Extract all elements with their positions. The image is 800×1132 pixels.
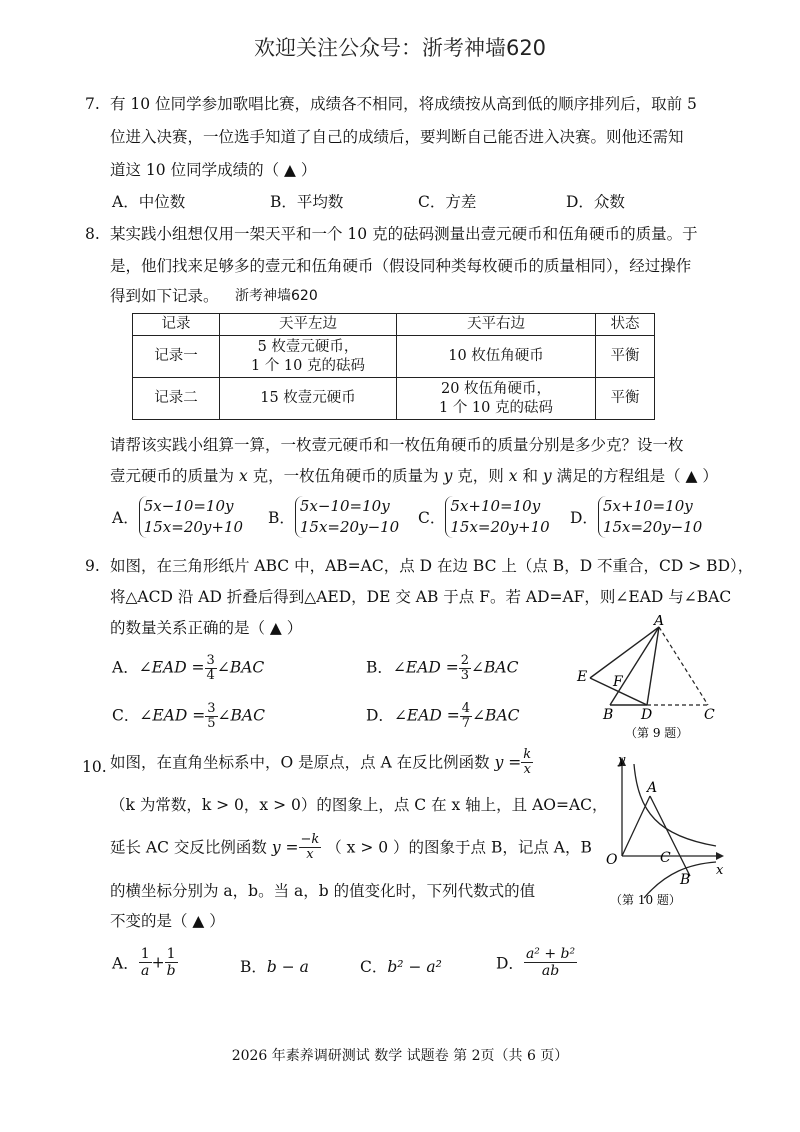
fraction — [521, 748, 533, 777]
option-label: C． — [360, 958, 388, 976]
equation: 15x=20y−10 — [299, 518, 400, 536]
table-cell: 平衡 — [596, 336, 655, 378]
fraction — [205, 702, 217, 731]
page-footer: 2026 年素养调研测试 数学 试题卷 第 2页（共 6 页） — [231, 1048, 569, 1064]
text-run: 克，一枚伍角硬币的质量为 — [252, 467, 439, 485]
numerator: 1 — [165, 946, 178, 963]
q7-option-c: C．方差 — [418, 193, 477, 211]
function-lhs: y = — [494, 753, 522, 772]
q8-text: 请帮该实践小组算一算，一枚壹元硬币和一枚伍角硬币的质量分别是多少克？设一枚 — [110, 436, 684, 454]
equation: 15x=20y+10 — [450, 518, 550, 536]
q9-option-b — [366, 654, 518, 683]
q10-option-b — [240, 955, 309, 977]
q10-text — [110, 748, 533, 777]
q7-option-a: A．中位数 — [112, 193, 186, 211]
table-row — [133, 336, 655, 378]
q8-text: 某实践小组想仅用一架天平和一个 10 克的砝码测量出壹元硬币和伍角硬币的质量。于 — [110, 225, 698, 243]
label-b: B — [680, 872, 691, 888]
equation: 15x=20y−10 — [602, 518, 703, 536]
table-cell — [220, 336, 397, 378]
q8-option-b — [268, 496, 399, 538]
q7-option-b: B．平均数 — [270, 193, 344, 211]
q10-option-d — [496, 946, 577, 979]
variable: y — [443, 467, 453, 485]
label-a: A — [647, 780, 658, 796]
q7-text: 有 10 位同学参加歌唱比赛，成绩各不相同，将成绩按从高到低的顺序排列后，取前 5 — [110, 95, 697, 113]
table-cell: 记录二 — [133, 378, 220, 420]
equation: 5x+10=10y — [450, 497, 541, 515]
q10-option-c — [360, 955, 442, 977]
label-y: y — [618, 753, 626, 768]
q10-number: 10. — [82, 758, 107, 776]
text-run: 壹元硬币的质量为 — [110, 467, 235, 485]
option-expr: ∠BAC — [216, 658, 265, 677]
table-cell: 平衡 — [596, 378, 655, 420]
q8-option-c — [418, 496, 550, 538]
coordinate-figure — [588, 752, 728, 910]
cell-line: 5 枚壹元硬币， — [257, 338, 359, 355]
q8-option-d — [570, 496, 702, 538]
table-cell — [397, 378, 596, 420]
table-header: 天平左边 — [220, 314, 397, 336]
text-run: （ x > 0 ）的图象于点 B，记点 A，B — [326, 838, 592, 857]
q8-text: 得到如下记录。 — [110, 287, 219, 305]
segment-ad — [647, 627, 659, 705]
label-c: C — [660, 850, 671, 866]
label-f: F — [613, 674, 623, 690]
option-label: C． — [112, 706, 140, 725]
numerator: 3 — [207, 701, 216, 716]
q9-option-c — [112, 702, 265, 731]
table-cell: 10 枚伍角硬币 — [397, 336, 596, 378]
record-table — [132, 313, 655, 420]
fraction — [459, 654, 471, 683]
option-label: A． — [112, 509, 139, 527]
triangle-figure — [565, 615, 740, 745]
label-x: x — [716, 863, 724, 878]
q9-option-a — [112, 654, 264, 683]
label-o: O — [606, 852, 618, 868]
q10-option-a — [112, 946, 178, 979]
page-header: 欢迎关注公众号：浙考神墙620 — [253, 36, 547, 60]
q7-text: 道这 10 位同学成绩的（ ▲ ） — [110, 161, 317, 179]
option-label: D． — [366, 706, 394, 725]
q9-option-d — [366, 702, 520, 731]
option-label: C． — [418, 509, 446, 527]
figure-caption: （第 9 题） — [625, 726, 689, 740]
option-label: D． — [496, 954, 524, 973]
q8-option-a — [112, 496, 243, 538]
segment-ac — [659, 627, 708, 705]
option-label: A． — [112, 658, 139, 677]
numerator: k — [523, 747, 532, 762]
option-label: D． — [570, 509, 598, 527]
text-run: 延长 AC 交反比例函数 — [110, 838, 267, 857]
option-expr: ∠EAD = — [392, 658, 459, 677]
q7-text: 位进入决赛，一位选手知道了自己的成绩后，要判断自己能否进入决赛。则他还需知 — [110, 128, 684, 146]
fraction — [205, 654, 217, 683]
label-c: C — [704, 707, 715, 723]
numerator: 2 — [460, 653, 470, 668]
denominator: ab — [541, 963, 560, 979]
label-d: D — [641, 707, 653, 723]
q10-text: （k 为常数，k > 0，x > 0）的图象上，点 C 在 x 轴上，且 AO=AC， — [110, 796, 608, 814]
plus-sign: + — [151, 953, 165, 972]
q8-text: 是，他们找来足够多的壹元和伍角硬币（假设同种类每枚硬币的质量相同），经过操作 — [110, 257, 692, 275]
option-label: B． — [366, 658, 393, 677]
numerator: −k — [300, 832, 320, 847]
table-header: 状态 — [596, 314, 655, 336]
cell-line: 1 个 10 克的砝码 — [250, 357, 365, 374]
q10-text: 不变的是（ ▲ ） — [110, 912, 225, 930]
option-label: B． — [268, 509, 295, 527]
equation-system — [598, 496, 702, 538]
option-expr: ∠BAC — [217, 706, 265, 725]
table-header-row — [133, 314, 655, 336]
watermark: 浙考神墙620 — [235, 288, 318, 304]
denominator: 7 — [461, 716, 471, 731]
equation: 5x+10=10y — [602, 497, 693, 515]
x-axis-arrow-icon — [716, 852, 724, 860]
label-e: E — [577, 669, 588, 685]
q10-text: 的横坐标分别为 a，b。当 a，b 的值变化时，下列代数式的值 — [110, 882, 536, 900]
option-expr: ∠BAC — [472, 706, 520, 725]
q10-text — [110, 833, 592, 862]
table-row — [133, 378, 655, 420]
denominator: x — [306, 847, 314, 862]
numerator: 3 — [206, 653, 215, 668]
q8-number: 8. — [85, 225, 100, 243]
table-header: 天平右边 — [397, 314, 596, 336]
text-run: 克，则 — [457, 467, 504, 485]
denominator: x — [523, 762, 531, 777]
equation: 5x−10=10y — [143, 497, 234, 515]
fraction — [299, 833, 322, 862]
q9-text: 如图，在三角形纸片 ABC 中，AB=AC，点 D 在边 BC 上（点 B，D 不重合，CD > BD）， — [110, 557, 754, 575]
option-expr: ∠EAD = — [138, 658, 205, 677]
variable: x — [508, 467, 518, 485]
option-expr: b − a — [266, 958, 309, 976]
q9-text: 将△ACD 沿 AD 折叠后得到△AED，DE 交 AB 于点 F。若 AD=AF，则∠EAD 与∠BAC — [110, 588, 732, 606]
fraction — [165, 946, 178, 979]
denominator: 5 — [207, 716, 216, 731]
option-label: B． — [240, 958, 267, 976]
q9-text: 的数量关系正确的是（ ▲ ） — [110, 619, 303, 637]
q7-number: 7. — [85, 95, 100, 113]
fraction — [524, 946, 577, 979]
variable: x — [238, 467, 248, 485]
cell-line: 20 枚伍角硬币， — [440, 380, 552, 397]
option-expr: ∠EAD = — [139, 706, 206, 725]
denominator: 4 — [206, 668, 215, 683]
denominator: 3 — [460, 668, 470, 683]
denominator: a — [140, 963, 150, 979]
label-b: B — [603, 707, 614, 723]
option-label: A． — [112, 954, 139, 973]
figure-caption: （第 10 题） — [610, 893, 681, 907]
fraction — [139, 946, 152, 979]
fraction — [460, 702, 472, 731]
option-expr: ∠EAD = — [393, 706, 460, 725]
q7-option-d: D．众数 — [566, 193, 625, 211]
table-header: 记录 — [133, 314, 220, 336]
option-expr: b² − a² — [387, 958, 442, 976]
denominator: b — [166, 963, 176, 979]
numerator: a² + b² — [525, 946, 576, 962]
text-run: 满足的方程组是（ ▲ ） — [556, 467, 718, 485]
numerator: 1 — [140, 946, 150, 962]
variable: y — [542, 467, 552, 485]
equation-system — [445, 496, 549, 538]
equation: 5x−10=10y — [299, 497, 390, 515]
table-cell: 记录一 — [133, 336, 220, 378]
segment-ab — [610, 627, 659, 705]
table-cell: 15 枚壹元硬币 — [220, 378, 397, 420]
q9-number: 9. — [85, 557, 100, 575]
q8-text — [110, 465, 718, 487]
label-a: A — [654, 615, 665, 629]
text-run: 和 — [522, 467, 538, 485]
segment-oa — [622, 796, 650, 856]
segment-ae — [590, 627, 659, 678]
numerator: 4 — [461, 701, 471, 716]
equation-system — [139, 496, 243, 538]
equation-system — [295, 496, 399, 538]
text-run: 如图，在直角坐标系中，O 是原点，点 A 在反比例函数 — [110, 753, 490, 772]
option-expr: ∠BAC — [471, 658, 519, 677]
function-lhs: y = — [271, 838, 299, 857]
equation: 15x=20y+10 — [143, 518, 244, 536]
cell-line: 1 个 10 克的砝码 — [438, 399, 553, 416]
